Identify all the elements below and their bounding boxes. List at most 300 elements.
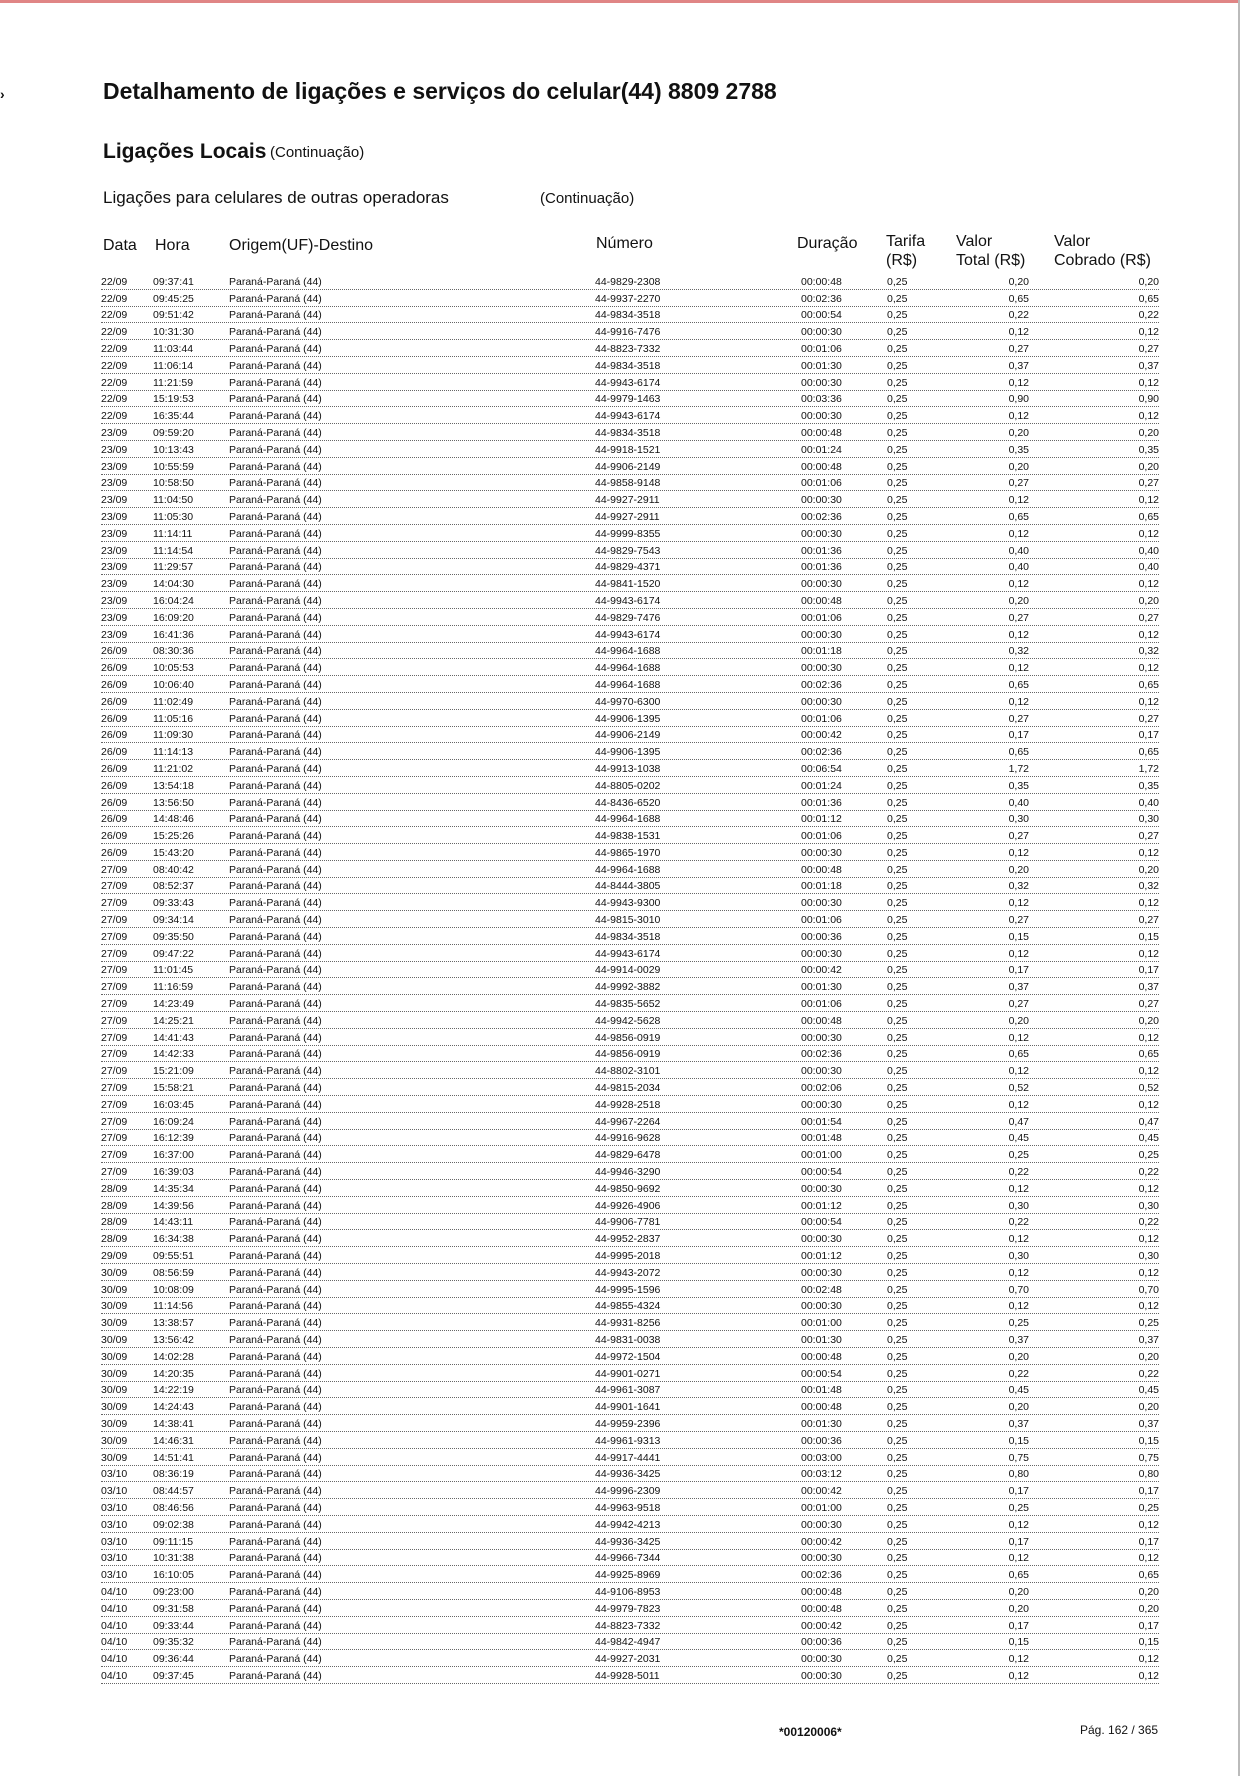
cell-total: 0,12 (1008, 1552, 1029, 1565)
cell-date: 03/10 (101, 1485, 128, 1498)
cell-charged: 0,40 (1138, 544, 1159, 557)
cell-number: 44-9834-3518 (595, 309, 661, 322)
cell-charged: 0,27 (1138, 914, 1159, 927)
cell-charged: 0,12 (1138, 1669, 1159, 1682)
cell-date: 22/09 (101, 393, 128, 406)
cell-rate: 0,25 (887, 359, 908, 372)
cell-total: 0,40 (1008, 561, 1029, 574)
cell-origin: Paraná-Paraná (44) (229, 527, 322, 540)
table-row (101, 1012, 1159, 1029)
cell-origin: Paraná-Paraná (44) (229, 1485, 322, 1498)
cell-number: 44-9906-2149 (595, 460, 661, 473)
cell-date: 23/09 (101, 561, 128, 574)
cell-rate: 0,25 (887, 309, 908, 322)
cell-duration: 00:00:42 (801, 1485, 842, 1498)
cell-number: 44-9943-6174 (595, 376, 661, 389)
cell-number: 44-9831-0038 (595, 1334, 661, 1346)
cell-origin: Paraná-Paraná (44) (229, 1014, 322, 1027)
cell-total: 0,12 (1008, 1233, 1029, 1246)
table-row (101, 323, 1159, 340)
cell-number: 44-9829-7543 (595, 544, 661, 557)
cell-date: 30/09 (101, 1417, 128, 1430)
cell-number: 44-9943-6174 (595, 628, 661, 641)
cell-duration: 00:00:48 (801, 594, 842, 607)
cell-number: 44-9927-2911 (595, 510, 660, 523)
cell-origin: Paraná-Paraná (44) (229, 796, 322, 809)
cell-time: 08:36:19 (153, 1468, 194, 1481)
cell-origin: Paraná-Paraná (44) (229, 1233, 322, 1246)
cell-origin: Paraná-Paraná (44) (229, 746, 322, 759)
cell-date: 30/09 (101, 1384, 128, 1397)
cell-duration: 00:01:36 (801, 796, 842, 809)
cell-duration: 00:01:12 (801, 1199, 842, 1212)
cell-rate: 0,25 (887, 930, 908, 943)
cell-date: 27/09 (101, 1166, 128, 1179)
cell-duration: 00:00:48 (801, 1401, 842, 1414)
cell-duration: 00:01:06 (801, 477, 842, 490)
table-row (101, 559, 1159, 576)
cell-duration: 00:00:30 (801, 1669, 842, 1682)
cell-duration: 00:00:30 (801, 628, 842, 641)
cell-charged: 0,32 (1138, 880, 1159, 893)
cell-date: 22/09 (101, 292, 128, 305)
cell-time: 11:03:44 (153, 342, 194, 355)
cell-date: 26/09 (101, 846, 128, 859)
cell-charged: 0,52 (1138, 1082, 1159, 1095)
cell-number: 44-9931-8256 (595, 1317, 661, 1330)
cell-charged: 0,25 (1138, 1501, 1159, 1514)
cell-duration: 00:01:36 (801, 544, 842, 557)
cell-date: 26/09 (101, 695, 128, 708)
table-row (101, 1365, 1159, 1382)
table-row (101, 273, 1159, 290)
cell-rate: 0,25 (887, 1098, 908, 1111)
cell-time: 16:39:03 (153, 1166, 194, 1179)
cell-number: 44-9963-9518 (595, 1501, 661, 1514)
cell-charged: 0,65 (1138, 1048, 1159, 1061)
cell-rate: 0,25 (887, 275, 908, 288)
cell-rate: 0,25 (887, 326, 908, 339)
cell-total: 0,15 (1008, 930, 1029, 943)
cell-number: 44-9829-4371 (595, 561, 661, 574)
cell-origin: Paraná-Paraná (44) (229, 1300, 322, 1313)
cell-charged: 0,27 (1138, 342, 1159, 355)
cell-date: 03/10 (101, 1569, 128, 1582)
cell-time: 14:35:34 (153, 1182, 194, 1195)
cell-total: 0,37 (1008, 1417, 1029, 1430)
cell-origin: Paraná-Paraná (44) (229, 1350, 322, 1363)
cell-total: 0,15 (1008, 1434, 1029, 1447)
cell-origin: Paraná-Paraná (44) (229, 1518, 322, 1531)
cell-rate: 0,25 (887, 645, 908, 658)
cell-number: 44-9999-8355 (595, 527, 661, 540)
cell-total: 0,65 (1008, 510, 1029, 523)
cell-date: 22/09 (101, 410, 128, 423)
cell-rate: 0,25 (887, 813, 908, 826)
cell-number: 44-9901-0271 (595, 1367, 661, 1380)
cell-time: 09:45:25 (153, 292, 194, 305)
cell-duration: 00:00:54 (801, 1216, 842, 1229)
cell-duration: 00:00:48 (801, 1014, 842, 1027)
cell-rate: 0,25 (887, 1501, 908, 1514)
cell-number: 44-9901-1641 (595, 1401, 661, 1414)
cell-rate: 0,25 (887, 1250, 908, 1263)
cell-number: 44-9966-7344 (595, 1552, 661, 1565)
cell-duration: 00:00:42 (801, 729, 842, 742)
cell-duration: 00:01:18 (801, 645, 842, 658)
cell-duration: 00:03:12 (801, 1468, 842, 1481)
cell-date: 27/09 (101, 1031, 128, 1044)
cell-number: 44-9967-2264 (595, 1115, 661, 1128)
cell-time: 16:12:39 (153, 1132, 194, 1145)
cell-total: 0,27 (1008, 914, 1029, 927)
cell-rate: 0,25 (887, 1031, 908, 1044)
table-row (101, 1214, 1159, 1231)
cell-charged: 0,17 (1138, 1535, 1159, 1548)
cell-time: 08:30:36 (153, 645, 194, 658)
cell-date: 03/10 (101, 1535, 128, 1548)
table-row (101, 1634, 1159, 1651)
cell-charged: 0,25 (1138, 1149, 1159, 1162)
cell-number: 44-9858-9148 (595, 477, 661, 490)
col-total-header-line1: Valor (956, 233, 993, 250)
cell-origin: Paraná-Paraná (44) (229, 393, 322, 406)
cell-date: 26/09 (101, 662, 128, 675)
table-row (101, 1550, 1159, 1567)
cell-time: 16:09:20 (153, 611, 194, 624)
cell-total: 0,37 (1008, 1334, 1029, 1346)
cell-date: 26/09 (101, 779, 128, 792)
cell-total: 0,12 (1008, 1300, 1029, 1313)
cell-number: 44-9906-1395 (595, 746, 661, 759)
cell-total: 0,12 (1008, 527, 1029, 540)
cell-time: 09:33:43 (153, 897, 194, 910)
cell-origin: Paraná-Paraná (44) (229, 1149, 322, 1162)
cell-charged: 0,27 (1138, 712, 1159, 725)
cell-charged: 0,12 (1138, 1266, 1159, 1279)
table-row (101, 374, 1159, 391)
cell-duration: 00:00:48 (801, 275, 842, 288)
cell-duration: 00:01:06 (801, 712, 842, 725)
cell-total: 0,40 (1008, 544, 1029, 557)
table-row (101, 1667, 1159, 1684)
cell-charged: 0,12 (1138, 494, 1159, 507)
cell-charged: 0,20 (1138, 1401, 1159, 1414)
cell-duration: 00:01:30 (801, 981, 842, 994)
cell-time: 09:55:51 (153, 1250, 194, 1263)
cell-number: 44-9838-1531 (595, 830, 661, 843)
table-row (101, 458, 1159, 475)
cell-duration: 00:00:36 (801, 1636, 842, 1649)
cell-origin: Paraná-Paraná (44) (229, 998, 322, 1011)
cell-total: 0,65 (1008, 1569, 1029, 1582)
cell-time: 16:34:38 (153, 1233, 194, 1246)
cell-rate: 0,25 (887, 1014, 908, 1027)
cell-number: 44-9865-1970 (595, 846, 661, 859)
cell-time: 13:56:42 (153, 1334, 194, 1346)
cell-total: 0,12 (1008, 1518, 1029, 1531)
cell-number: 44-9927-2911 (595, 494, 660, 507)
cell-date: 22/09 (101, 359, 128, 372)
cell-date: 23/09 (101, 594, 128, 607)
cell-date: 30/09 (101, 1367, 128, 1380)
cell-rate: 0,25 (887, 1619, 908, 1632)
cell-total: 0,20 (1008, 1602, 1029, 1615)
cell-rate: 0,25 (887, 1199, 908, 1212)
cell-rate: 0,25 (887, 880, 908, 893)
cell-number: 44-9926-4906 (595, 1199, 661, 1212)
cell-time: 11:21:59 (153, 376, 194, 389)
cell-number: 44-9943-2072 (595, 1266, 661, 1279)
table-row (101, 844, 1159, 861)
cell-rate: 0,25 (887, 964, 908, 977)
col-rate-header (886, 232, 925, 270)
table-row (101, 1331, 1159, 1348)
cell-total: 0,20 (1008, 1014, 1029, 1027)
cell-total: 0,27 (1008, 477, 1029, 490)
table-row (101, 1281, 1159, 1298)
cell-time: 14:20:35 (153, 1367, 194, 1380)
cell-charged: 0,17 (1138, 729, 1159, 742)
cell-date: 30/09 (101, 1317, 128, 1330)
table-row (101, 1566, 1159, 1583)
cell-duration: 00:02:36 (801, 1569, 842, 1582)
cell-total: 0,30 (1008, 813, 1029, 826)
cell-number: 44-9964-1688 (595, 813, 661, 826)
cell-charged: 1,72 (1138, 762, 1159, 775)
cell-time: 16:09:24 (153, 1115, 194, 1128)
cell-duration: 00:00:30 (801, 846, 842, 859)
cell-date: 03/10 (101, 1552, 128, 1565)
cell-time: 13:56:50 (153, 796, 194, 809)
cell-total: 0,20 (1008, 594, 1029, 607)
cell-number: 44-9834-3518 (595, 359, 661, 372)
table-row (101, 827, 1159, 844)
cell-origin: Paraná-Paraná (44) (229, 1182, 322, 1195)
table-row (101, 1298, 1159, 1315)
cell-duration: 00:00:30 (801, 1233, 842, 1246)
cell-duration: 00:00:30 (801, 376, 842, 389)
cell-time: 14:39:56 (153, 1199, 194, 1212)
cell-charged: 0,17 (1138, 1619, 1159, 1632)
cell-origin: Paraná-Paraná (44) (229, 1048, 322, 1061)
cell-origin: Paraná-Paraná (44) (229, 1552, 322, 1565)
cell-charged: 0,17 (1138, 964, 1159, 977)
cell-time: 11:16:59 (153, 981, 194, 994)
cell-date: 27/09 (101, 947, 128, 960)
cell-charged: 0,22 (1138, 1367, 1159, 1380)
cell-total: 0,20 (1008, 1350, 1029, 1363)
cell-duration: 00:01:48 (801, 1132, 842, 1145)
cell-total: 0,12 (1008, 846, 1029, 859)
cell-number: 44-9906-2149 (595, 729, 661, 742)
cell-rate: 0,25 (887, 1569, 908, 1582)
cell-rate: 0,25 (887, 1535, 908, 1548)
cell-date: 22/09 (101, 376, 128, 389)
table-row (101, 1146, 1159, 1163)
cell-duration: 00:00:30 (801, 527, 842, 540)
cell-date: 28/09 (101, 1182, 128, 1195)
cell-duration: 00:01:30 (801, 1334, 842, 1346)
cell-charged: 0,80 (1138, 1468, 1159, 1481)
cell-rate: 0,25 (887, 527, 908, 540)
cell-total: 0,30 (1008, 1199, 1029, 1212)
cell-date: 26/09 (101, 830, 128, 843)
cell-charged: 0,12 (1138, 326, 1159, 339)
table-row (101, 727, 1159, 744)
col-duration-header: Duração (797, 235, 858, 252)
cell-duration: 00:00:30 (801, 494, 842, 507)
cell-rate: 0,25 (887, 1182, 908, 1195)
cell-duration: 00:00:30 (801, 326, 842, 339)
table-row (101, 1600, 1159, 1617)
cell-charged: 0,12 (1138, 947, 1159, 960)
cell-charged: 0,22 (1138, 1216, 1159, 1229)
table-row (101, 1230, 1159, 1247)
cell-date: 27/09 (101, 1149, 128, 1162)
table-row (101, 391, 1159, 408)
cell-origin: Paraná-Paraná (44) (229, 1653, 322, 1666)
cell-total: 0,32 (1008, 645, 1029, 658)
table-row (101, 676, 1159, 693)
cell-number: 44-9961-9313 (595, 1434, 661, 1447)
cell-total: 0,20 (1008, 460, 1029, 473)
cell-rate: 0,25 (887, 1468, 908, 1481)
cell-total: 0,37 (1008, 359, 1029, 372)
cell-rate: 0,25 (887, 1451, 908, 1464)
cell-number: 44-9834-3518 (595, 930, 661, 943)
cell-origin: Paraná-Paraná (44) (229, 443, 322, 456)
cell-origin: Paraná-Paraná (44) (229, 1283, 322, 1296)
cell-origin: Paraná-Paraná (44) (229, 762, 322, 775)
cell-total: 0,12 (1008, 662, 1029, 675)
cell-charged: 0,75 (1138, 1451, 1159, 1464)
cell-origin: Paraná-Paraná (44) (229, 729, 322, 742)
cell-origin: Paraná-Paraná (44) (229, 1468, 322, 1481)
cell-total: 0,22 (1008, 1166, 1029, 1179)
cell-number: 44-9964-1688 (595, 863, 661, 876)
cell-origin: Paraná-Paraná (44) (229, 964, 322, 977)
cell-duration: 00:06:54 (801, 762, 842, 775)
cell-date: 22/09 (101, 326, 128, 339)
cell-date: 23/09 (101, 460, 128, 473)
cell-total: 0,30 (1008, 1250, 1029, 1263)
cell-origin: Paraná-Paraná (44) (229, 275, 322, 288)
table-row (101, 508, 1159, 525)
cell-date: 04/10 (101, 1619, 128, 1632)
cell-total: 0,12 (1008, 1098, 1029, 1111)
cell-date: 03/10 (101, 1501, 128, 1514)
table-row (101, 1499, 1159, 1516)
cell-origin: Paraná-Paraná (44) (229, 779, 322, 792)
cell-origin: Paraná-Paraná (44) (229, 594, 322, 607)
cell-rate: 0,25 (887, 1434, 908, 1447)
cell-duration: 00:01:06 (801, 914, 842, 927)
cell-number: 44-9917-4441 (595, 1451, 661, 1464)
cell-number: 44-9906-1395 (595, 712, 661, 725)
cell-origin: Paraná-Paraná (44) (229, 645, 322, 658)
cell-date: 26/09 (101, 746, 128, 759)
table-row (101, 424, 1159, 441)
table-row (101, 894, 1159, 911)
cell-date: 27/09 (101, 1132, 128, 1145)
cell-origin: Paraná-Paraná (44) (229, 1334, 322, 1346)
cell-time: 10:58:50 (153, 477, 194, 490)
cell-date: 28/09 (101, 1233, 128, 1246)
cell-rate: 0,25 (887, 695, 908, 708)
table-row (101, 1180, 1159, 1197)
cell-origin: Paraná-Paraná (44) (229, 897, 322, 910)
cell-origin: Paraná-Paraná (44) (229, 947, 322, 960)
cell-origin: Paraná-Paraná (44) (229, 1082, 322, 1095)
cell-charged: 0,65 (1138, 292, 1159, 305)
cell-charged: 0,27 (1138, 998, 1159, 1011)
cell-duration: 00:00:48 (801, 1602, 842, 1615)
cell-rate: 0,25 (887, 1384, 908, 1397)
cell-charged: 0,12 (1138, 628, 1159, 641)
cell-charged: 0,37 (1138, 359, 1159, 372)
cell-origin: Paraná-Paraná (44) (229, 1569, 322, 1582)
cell-charged: 0,20 (1138, 1602, 1159, 1615)
cell-origin: Paraná-Paraná (44) (229, 1065, 322, 1078)
cell-total: 0,12 (1008, 947, 1029, 960)
cell-total: 0,22 (1008, 1367, 1029, 1380)
cell-date: 03/10 (101, 1468, 128, 1481)
cell-origin: Paraná-Paraná (44) (229, 1132, 322, 1145)
table-row (101, 1247, 1159, 1264)
cell-rate: 0,25 (887, 762, 908, 775)
cell-time: 16:35:44 (153, 410, 194, 423)
cell-total: 0,20 (1008, 1585, 1029, 1598)
cell-rate: 0,25 (887, 1266, 908, 1279)
cell-origin: Paraná-Paraná (44) (229, 1250, 322, 1263)
cell-origin: Paraná-Paraná (44) (229, 813, 322, 826)
cell-duration: 00:00:54 (801, 1166, 842, 1179)
cell-duration: 00:00:30 (801, 947, 842, 960)
cell-time: 10:06:40 (153, 678, 194, 691)
cell-rate: 0,25 (887, 393, 908, 406)
cell-time: 14:38:41 (153, 1417, 194, 1430)
cell-charged: 0,20 (1138, 1585, 1159, 1598)
cell-rate: 0,25 (887, 1317, 908, 1330)
cell-origin: Paraná-Paraná (44) (229, 1384, 322, 1397)
cell-total: 0,22 (1008, 1216, 1029, 1229)
cell-rate: 0,25 (887, 443, 908, 456)
cell-rate: 0,25 (887, 712, 908, 725)
col-time-header: Hora (155, 237, 190, 254)
table-row (101, 1062, 1159, 1079)
table-row (101, 1096, 1159, 1113)
cell-rate: 0,25 (887, 1048, 908, 1061)
cell-time: 15:21:09 (153, 1065, 194, 1078)
cell-rate: 0,25 (887, 1669, 908, 1682)
table-row (101, 643, 1159, 660)
table-row (101, 575, 1159, 592)
cell-time: 10:13:43 (153, 443, 194, 456)
cell-total: 0,12 (1008, 494, 1029, 507)
cell-number: 44-8802-3101 (595, 1065, 661, 1078)
cell-rate: 0,25 (887, 1602, 908, 1615)
cell-total: 0,15 (1008, 1636, 1029, 1649)
cell-origin: Paraná-Paraná (44) (229, 1115, 322, 1128)
cell-total: 0,17 (1008, 964, 1029, 977)
cell-origin: Paraná-Paraná (44) (229, 1216, 322, 1229)
cell-rate: 0,25 (887, 594, 908, 607)
cell-time: 11:21:02 (153, 762, 194, 775)
cell-origin: Paraná-Paraná (44) (229, 1199, 322, 1212)
cell-origin: Paraná-Paraná (44) (229, 561, 322, 574)
cell-time: 09:47:22 (153, 947, 194, 960)
